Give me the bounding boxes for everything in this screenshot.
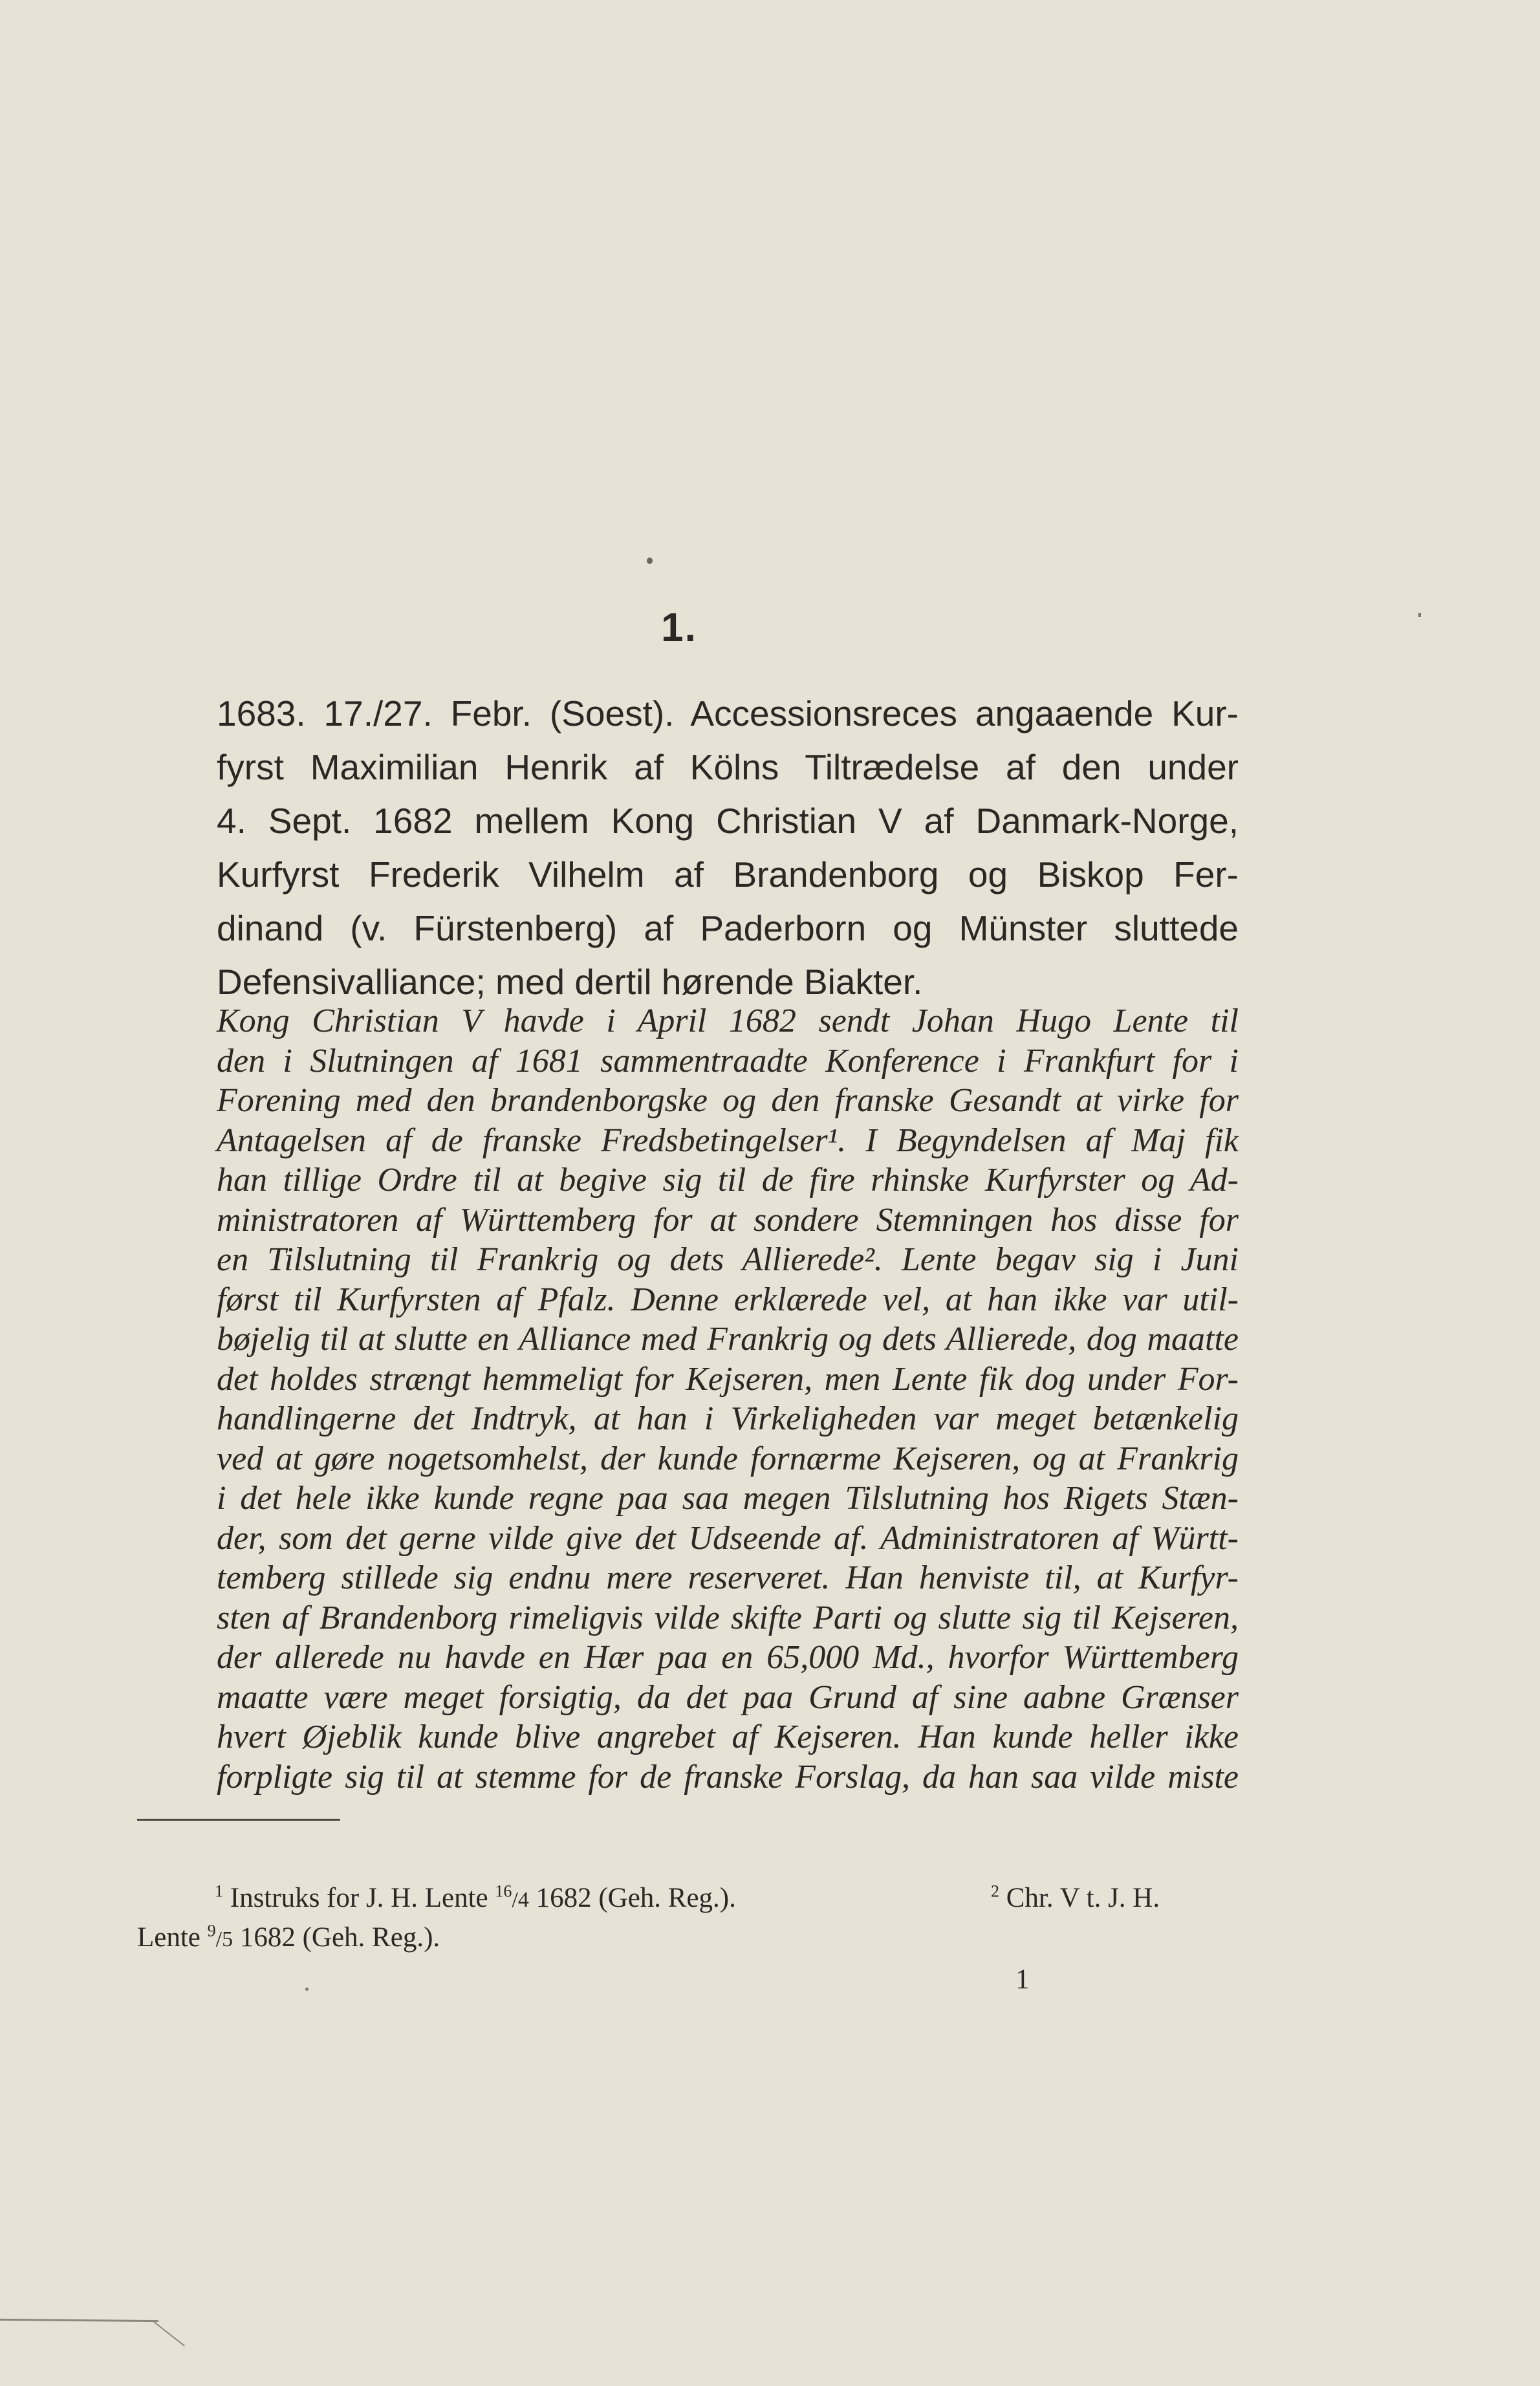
intro-line: det holdes strængt hemmeligt for Kejseren, men Lente fik dog under For- (217, 1360, 1239, 1398)
footnote-marker: 2 (991, 1882, 999, 1901)
footnotes (137, 1880, 1237, 1958)
footnote-marker: 1 (215, 1882, 223, 1901)
heading-line: Defensivalliance; med dertil hørende Biakter. (217, 962, 923, 1002)
footnote-text: Lente (137, 1922, 201, 1953)
heading-line: fyrst Maximilian Henrik af Kölns Tiltrædelse af den under (217, 747, 1239, 787)
footnote-text: 1682 (Geh. Reg.). (536, 1883, 736, 1913)
page-edge-line (0, 2319, 158, 2322)
date-denominator: /5 (215, 1927, 233, 1951)
ink-speck (305, 1988, 309, 1991)
heading-line: 1683. 17./27. Febr. (Soest). Accessionsreces angaaende Kur- (217, 693, 1239, 733)
date-numerator: 16 (495, 1882, 512, 1901)
ink-speck (647, 558, 653, 564)
ink-speck (1418, 613, 1421, 617)
intro-line: ministratoren af Württemberg for at sondere Stemningen hos disse for (217, 1201, 1239, 1239)
intro-line: maatte være meget forsigtig, da det paa Grund af sine aabne Grænser (217, 1678, 1239, 1716)
page-number: 1 (1015, 1964, 1030, 1995)
intro-line: en Tilslutning til Frankrig og dets Allierede². Lente begav sig i Juni (217, 1241, 1239, 1278)
intro-line: ved at gøre nogetsomhelst, der kunde fornærme Kejseren, og at Frankrig (217, 1440, 1239, 1477)
intro-line: den i Slutningen af 1681 sammentraadte Konference i Frankfurt for i (217, 1042, 1239, 1079)
document-number: 1. (661, 605, 697, 650)
intro-line: handlingerne det Indtryk, at han i Virkeligheden var meget betænkelig (217, 1400, 1239, 1437)
intro-line: han tillige Ordre til at begive sig til de fire rhinske Kurfyrster og Ad- (217, 1162, 1239, 1198)
intro-line: forpligte sig til at stemme for de franske Forslag, da han saa vilde miste (217, 1758, 1239, 1795)
intro-line: der allerede nu havde en Hær paa en 65,000 Md., hvorfor Württemberg (217, 1639, 1239, 1676)
intro-line: bøjelig til at slutte en Alliance med Frankrig og dets Allierede, dog maatte (217, 1321, 1239, 1358)
intro-line: Antagelsen af de franske Fredsbetingelser¹. I Begyndelsen af Maj fik (217, 1122, 1239, 1159)
footnote-continuation (137, 1919, 1237, 1958)
introduction-paragraph (217, 1001, 1239, 1797)
intro-line: sten af Brandenborg rimeligvis vilde skifte Parti og slutte sig til Kejseren, (217, 1599, 1239, 1636)
footnote-text: 1682 (Geh. Reg.). (239, 1922, 440, 1953)
date-denominator: /4 (512, 1888, 529, 1912)
intro-line: der, som det gerne vilde give det Udseende af. Administratoren af Württ- (217, 1519, 1239, 1557)
heading-line: Kurfyrst Frederik Vilhelm af Brandenborg og Biskop Fer- (217, 854, 1239, 895)
footnote-text: Chr. V t. J. H. (1006, 1883, 1160, 1913)
intro-line: hvert Øjeblik kunde blive angrebet af Kejseren. Han kunde heller ikke (217, 1719, 1239, 1755)
date-numerator: 9 (207, 1921, 216, 1940)
heading-line: 4. Sept. 1682 mellem Kong Christian V af Danmark-Norge, (217, 801, 1239, 841)
heading-line: dinand (v. Fürstenberg) af Paderborn og Münster sluttede (217, 908, 1239, 948)
intro-line: Kong Christian V havde i April 1682 sendt Johan Hugo Lente til (217, 1003, 1239, 1039)
footnote-2 (991, 1880, 1160, 1917)
intro-line: Forening med den brandenborgske og den franske Gesandt at virke for (217, 1082, 1239, 1119)
intro-line: først til Kurfyrsten af Pfalz. Denne erklærede vel, at han ikke var util- (217, 1281, 1239, 1318)
page-edge-line (153, 2321, 185, 2347)
footnote-text: Instruks for J. H. Lente (230, 1883, 488, 1913)
footnote-separator (137, 1819, 340, 1821)
intro-line: i det hele ikke kunde regne paa saa megen Tilslutning hos Rigets Stæn- (217, 1480, 1239, 1517)
document-heading (217, 687, 1239, 1009)
intro-line: temberg stillede sig endnu mere reserveret. Han henviste til, at Kurfyr- (217, 1559, 1239, 1596)
